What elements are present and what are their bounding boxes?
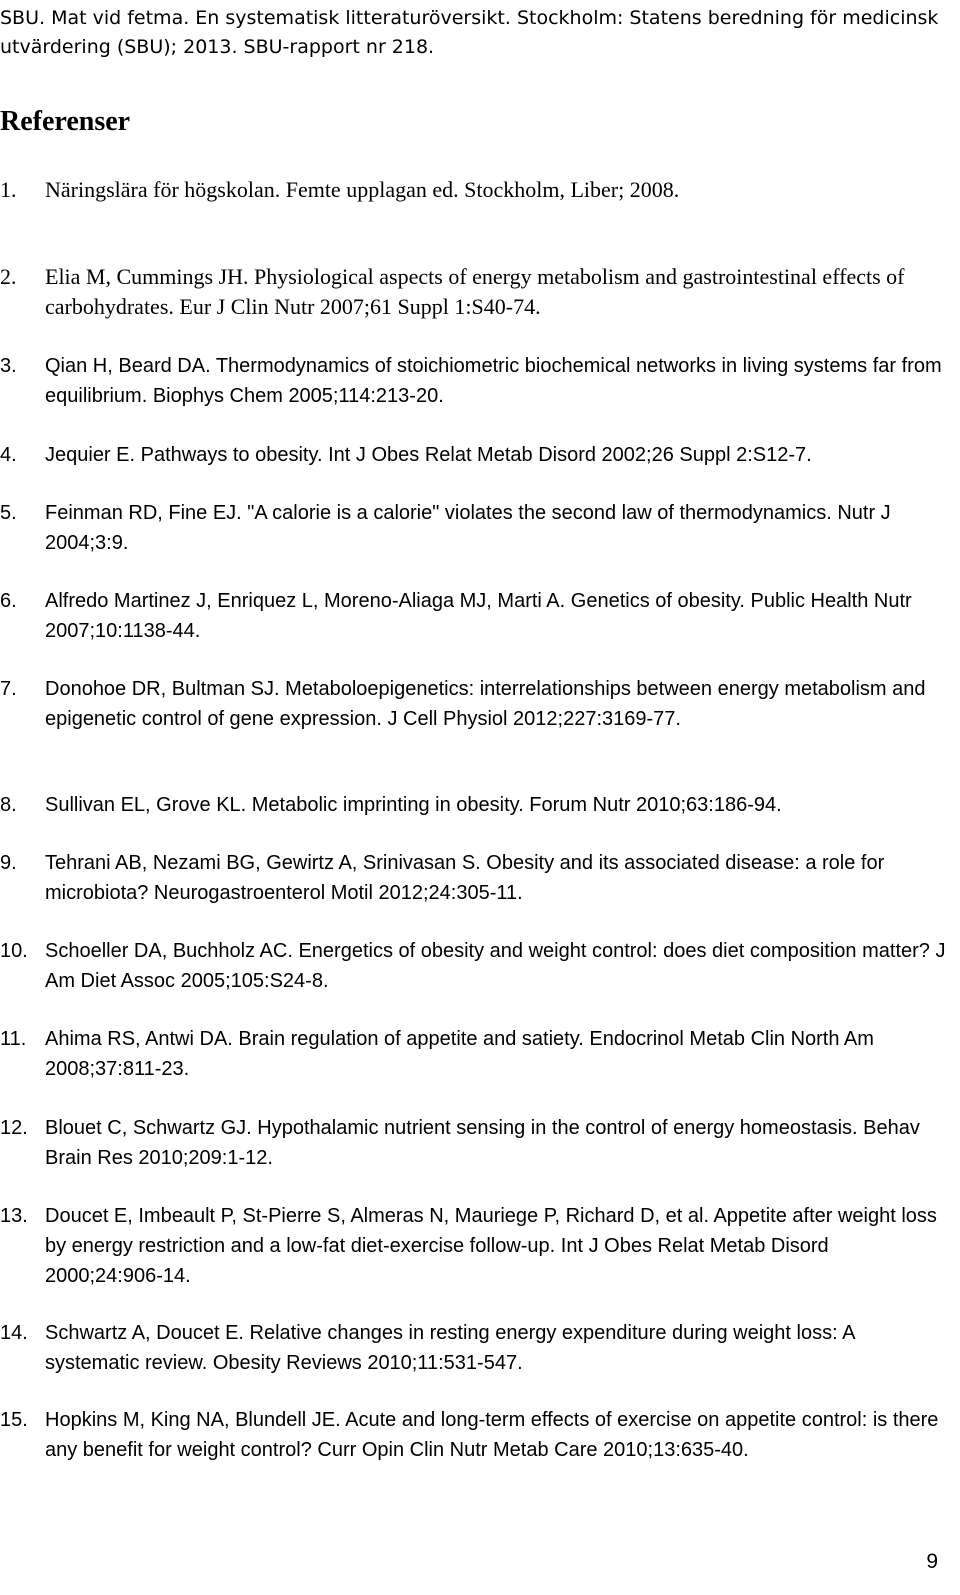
reference-item bbox=[0, 1113, 950, 1173]
reference-item bbox=[0, 936, 950, 996]
reference-item bbox=[0, 674, 950, 734]
reference-text: Doucet E, Imbeault P, St-Pierre S, Almeras N, Mauriege P, Richard D, et al. Appetite after weight loss by energy restriction and a low-fat diet-exercise follow-up. Int J Obes Relat Metab Disord 2000;24:906-14. bbox=[45, 1205, 937, 1287]
reference-text: Qian H, Beard DA. Thermodynamics of stoichiometric biochemical networks in living systems far from equilibrium. Biophys Chem 2005;114:213-20. bbox=[45, 355, 942, 407]
reference-text: Tehrani AB, Nezami BG, Gewirtz A, Srinivasan S. Obesity and its associated disease: a role for microbiota? Neurogastroenterol Motil 2012;24:305-11. bbox=[45, 852, 885, 904]
reference-item bbox=[0, 262, 950, 322]
reference-item bbox=[0, 1024, 950, 1084]
reference-item bbox=[0, 1405, 950, 1465]
reference-text: Schoeller DA, Buchholz AC. Energetics of obesity and weight control: does diet composition matter? J Am Diet Assoc 2005;105:S24-8. bbox=[45, 940, 946, 992]
page-number: 9 bbox=[926, 1550, 938, 1573]
reference-number: 12. bbox=[0, 1117, 28, 1139]
reference-number: 7. bbox=[0, 678, 17, 700]
reference-number: 3. bbox=[0, 355, 17, 377]
reference-number: 8. bbox=[0, 794, 17, 816]
reference-number: 4. bbox=[0, 444, 17, 466]
reference-text: Elia M, Cummings JH. Physiological aspects of energy metabolism and gastrointestinal effects of carbohydrates. Eur J Clin Nutr 2007;61 Suppl 1:S40-74. bbox=[45, 264, 905, 319]
reference-number: 5. bbox=[0, 502, 17, 524]
reference-text: Hopkins M, King NA, Blundell JE. Acute and long-term effects of exercise on appetite control: is there any benefit for weight control? Curr Opin Clin Nutr Metab Care 2010;13:635-40. bbox=[45, 1409, 939, 1461]
section-heading: Referenser bbox=[0, 106, 131, 137]
reference-item bbox=[0, 440, 950, 470]
reference-number: 13. bbox=[0, 1205, 28, 1227]
reference-item bbox=[0, 498, 950, 558]
reference-text: Ahima RS, Antwi DA. Brain regulation of appetite and satiety. Endocrinol Metab Clin North Am 2008;37:811-23. bbox=[45, 1028, 874, 1080]
reference-item bbox=[0, 175, 950, 205]
reference-text: Feinman RD, Fine EJ. "A calorie is a calorie" violates the second law of thermodynamics. Nutr J 2004;3:9. bbox=[45, 502, 891, 554]
reference-item bbox=[0, 848, 950, 908]
reference-text: Jequier E. Pathways to obesity. Int J Obes Relat Metab Disord 2002;26 Suppl 2:S12-7. bbox=[45, 444, 812, 466]
reference-number: 9. bbox=[0, 852, 17, 874]
reference-number: 15. bbox=[0, 1409, 28, 1431]
reference-text: Alfredo Martinez J, Enriquez L, Moreno-Aliaga MJ, Marti A. Genetics of obesity. Public Health Nutr 2007;10:1138-44. bbox=[45, 590, 912, 642]
reference-text: Näringslära för högskolan. Femte upplagan ed. Stockholm, Liber; 2008. bbox=[45, 177, 680, 202]
reference-number: 10. bbox=[0, 940, 28, 962]
reference-text: Sullivan EL, Grove KL. Metabolic imprinting in obesity. Forum Nutr 2010;63:186-94. bbox=[45, 794, 782, 816]
reference-number: 1. bbox=[0, 177, 17, 202]
reference-number: 2. bbox=[0, 264, 17, 289]
reference-number: 11. bbox=[0, 1028, 27, 1050]
top-citation: SBU. Mat vid fetma. En systematisk litteraturöversikt. Stockholm: Statens beredning för medicinsk utvärdering (SBU); 2013. SBU-rapport nr 218. bbox=[0, 7, 939, 58]
reference-number: 6. bbox=[0, 590, 17, 612]
reference-text: Donohoe DR, Bultman SJ. Metaboloepigenetics: interrelationships between energy metabolism and epigenetic control of gene expression. J Cell Physiol 2012;227:3169-77. bbox=[45, 678, 926, 730]
reference-item bbox=[0, 586, 950, 646]
reference-text: Blouet C, Schwartz GJ. Hypothalamic nutrient sensing in the control of energy homeostasis. Behav Brain Res 2010;209:1-12. bbox=[45, 1117, 920, 1169]
reference-number: 14. bbox=[0, 1322, 28, 1344]
reference-text: Schwartz A, Doucet E. Relative changes in resting energy expenditure during weight loss: A systematic review. Obesity Reviews 2010;11:531-547. bbox=[45, 1322, 855, 1374]
reference-item bbox=[0, 790, 950, 820]
reference-item bbox=[0, 1318, 950, 1378]
reference-item bbox=[0, 1201, 950, 1291]
reference-item bbox=[0, 351, 950, 411]
